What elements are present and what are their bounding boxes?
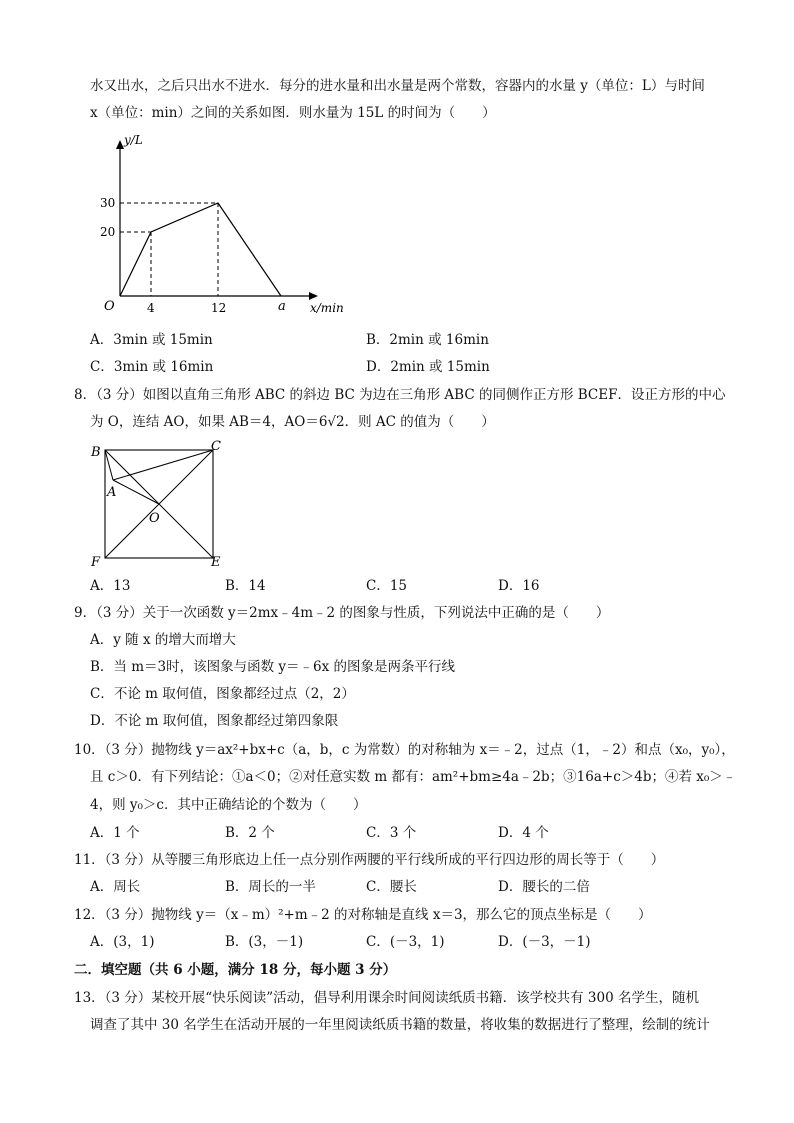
q10-stem-line2: 且 c＞0．有下列结论：①a＜0；②对任意实数 m 都有：am²+bm≥4a﹣2b；③16a+c＞4b；④若 x₀＞﹣ — [90, 769, 737, 785]
label-E: E — [211, 555, 221, 570]
label-A: A — [107, 485, 117, 500]
label-C: C — [211, 439, 221, 454]
q11-option-a[interactable]: A．周长 — [90, 879, 141, 895]
q7-stem-line1: 水又出水，之后只出水不进水．每分的进水量和出水量是两个常数，容器内的水量 y（单位：L）与时间 — [90, 78, 705, 94]
q7-option-d[interactable]: D．2min 或 15min — [366, 359, 490, 375]
x-tick-12: 12 — [211, 301, 227, 315]
q7-graph — [90, 128, 360, 328]
q8-stem-line1: 8．（3 分）如图以直角三角形 ABC 的斜边 BC 为边在三角形 ABC 的同侧作正方形 BCEF．设正方形的中心 — [74, 387, 726, 403]
x-tick-4: 4 — [147, 301, 155, 315]
q8-option-c[interactable]: C．15 — [366, 578, 408, 594]
q11-option-d[interactable]: D．腰长的二倍 — [498, 879, 590, 895]
q13-stem-line1: 13．（3 分）某校开展“快乐阅读”活动，倡导利用课余时间阅读纸质书籍．该学校共有 300 名学生，随机 — [74, 990, 699, 1006]
q12-option-b[interactable]: B．(3，－1) — [225, 934, 304, 950]
q10-option-b[interactable]: B．2 个 — [225, 825, 275, 841]
x-axis-label: x/min — [310, 301, 344, 315]
q11-option-b[interactable]: B．周长的一半 — [225, 879, 316, 895]
q9-option-b[interactable]: B．当 m＝3时，该图象与函数 y＝﹣6x 的图象是两条平行线 — [90, 659, 456, 675]
q8-stem-line2: 为 O，连结 AO，如果 AB＝4，AO＝6√2．则 AC 的值为（ ） — [90, 414, 495, 430]
q7-option-a[interactable]: A．3min 或 15min — [90, 332, 213, 348]
q8-option-d[interactable]: D．16 — [498, 578, 540, 594]
section2-title: 二．填空题（共 6 小题，满分 18 分，每小题 3 分） — [74, 962, 397, 978]
q7-stem-line2: x（单位：min）之间的关系如图．则水量为 15L 的时间为（ ） — [90, 105, 496, 121]
q11-option-c[interactable]: C．腰长 — [366, 879, 417, 895]
q12-option-a[interactable]: A．(3，1) — [90, 934, 155, 950]
q12-stem: 12．（3 分）抛物线 y＝（x﹣m）²+m﹣2 的对称轴是直线 x＝3，那么它的顶点坐标是（ ） — [74, 907, 652, 923]
q10-option-c[interactable]: C．3 个 — [366, 825, 417, 841]
q12-option-c[interactable]: C．(－3，1) — [366, 934, 445, 950]
q9-option-a[interactable]: A．y 随 x 的增大而增大 — [90, 632, 236, 648]
q10-option-d[interactable]: D．4 个 — [498, 825, 549, 841]
q13-stem-line2: 调查了其中 30 名学生在活动开展的一年里阅读纸质书籍的数量，将收集的数据进行了整理，绘制的统计 — [90, 1017, 710, 1033]
origin-label: O — [104, 299, 115, 314]
q8-option-a[interactable]: A．13 — [90, 578, 131, 594]
q7-option-c[interactable]: C．3min 或 16min — [90, 359, 214, 375]
q10-option-a[interactable]: A．1 个 — [90, 825, 140, 841]
label-B: B — [91, 445, 101, 460]
label-O: O — [149, 511, 160, 526]
q8-figure — [85, 436, 235, 570]
q11-stem: 11．（3 分）从等腰三角形底边上任一点分别作两腰的平行线所成的平行四边形的周长等于（ ） — [74, 852, 665, 868]
y-tick-30: 30 — [100, 196, 116, 210]
q12-option-d[interactable]: D．(－3，－1) — [498, 934, 591, 950]
q9-stem: 9．（3 分）关于一次函数 y＝2mx﹣4m﹣2 的图象与性质，下列说法中正确的是（ ） — [74, 605, 610, 621]
y-tick-20: 20 — [100, 225, 116, 239]
q9-option-c[interactable]: C．不论 m 取何值，图象都经过点（2，2） — [90, 686, 355, 702]
x-tick-a: a — [278, 299, 286, 314]
q7-option-b[interactable]: B．2min 或 16min — [366, 332, 489, 348]
label-F: F — [91, 555, 101, 570]
q8-option-b[interactable]: B．14 — [225, 578, 266, 594]
q9-option-d[interactable]: D．不论 m 取何值，图象都经过第四象限 — [90, 713, 339, 729]
q10-stem-line3: 4，则 y₀＞c．其中正确结论的个数为（ ） — [90, 797, 367, 813]
y-axis-label: y/L — [124, 133, 143, 147]
q10-stem-line1: 10．（3 分）抛物线 y＝ax²+bx+c（a，b，c 为常数）的对称轴为 x＝﹣2，过点（1，﹣2）和点（x₀，y₀）， — [74, 742, 735, 758]
